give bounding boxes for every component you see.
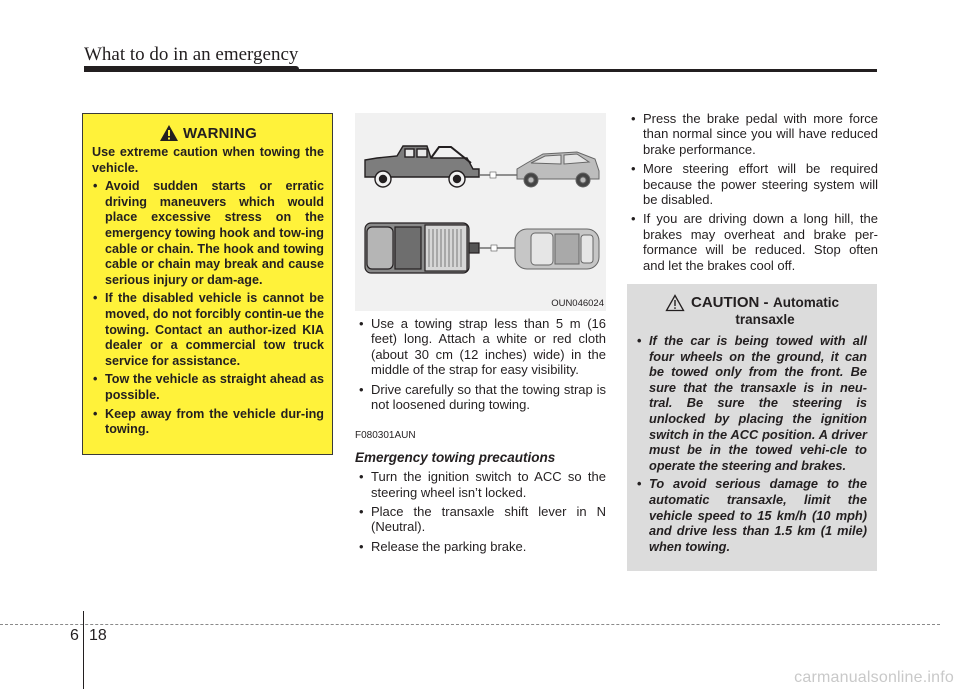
warning-heading xyxy=(92,124,324,142)
driving-tip-item: • Press the brake pedal with more force than normal since you will have reduced brake performance. xyxy=(627,111,878,157)
footer-rule xyxy=(0,624,940,625)
driving-tip-item: • If you are driving down a long hill, the brakes may overheat and brake per-formance will be reduced. Stop often and let the brakes cool off. xyxy=(627,211,878,273)
caution-title: CAUTION - xyxy=(691,294,769,311)
caution-item: • To avoid serious damage to the automatic transaxle, limit the vehicle speed to 15 km/h (10 mph) and drive less than 1.5 km (1 mile) when towing. xyxy=(637,476,867,554)
footer-divider xyxy=(83,611,84,689)
warning-title: WARNING xyxy=(183,124,257,142)
chapter-number: 6 xyxy=(70,627,79,644)
driving-tip-item: • More steering effort will be required because the power steering system will be disabled. xyxy=(627,161,878,207)
warning-intro: Use extreme caution when towing the vehicle. xyxy=(92,145,324,175)
right-column xyxy=(627,111,878,277)
strap-cloth-marker xyxy=(490,172,496,178)
strap-item: • Use a towing strap less than 5 m (16 feet) long. Attach a white or red cloth (about 30 cm (12 inches) wide) in the middle of the strap for easy visibility. xyxy=(355,316,606,378)
page-header-title: What to do in an emergency xyxy=(84,44,299,65)
warning-item: • Keep away from the vehicle dur-ing towing. xyxy=(92,407,324,438)
strap-list xyxy=(355,316,606,412)
section-heading: Emergency towing precautions xyxy=(355,449,556,465)
caution-item: • If the car is being towed with all four wheels on the ground, it can be towed only from the front. Be sure that the transaxle is in neu-tral. Be sure the steering is unlocked by placing the ignition switch in the ACC position. A driver must be in the towed vehi-cle to operate the steering and brakes. xyxy=(637,333,867,473)
strap-item: • Drive carefully so that the towing strap is not loosened during towing. xyxy=(355,382,606,413)
precaution-item: • Place the transaxle shift lever in N (Neutral). xyxy=(355,504,606,535)
precautions-list xyxy=(355,469,606,554)
watermark: carmanualsonline.info xyxy=(794,669,954,686)
caution-list xyxy=(637,333,867,554)
page-number: 18 xyxy=(89,627,107,644)
tow-truck-side-icon xyxy=(365,146,479,187)
warning-box xyxy=(82,113,333,455)
caution-box xyxy=(627,284,877,571)
middle-column xyxy=(355,316,606,558)
caution-triangle-icon xyxy=(665,294,685,312)
section-code: F080301AUN xyxy=(355,430,416,442)
precaution-item: • Turn the ignition switch to ACC so the steering wheel isn’t locked. xyxy=(355,469,606,500)
towed-car-side-icon xyxy=(517,152,599,187)
figure-code: OUN046024 xyxy=(551,298,604,309)
towed-car-top-icon xyxy=(515,229,599,269)
tow-truck-top-icon xyxy=(365,223,479,273)
warning-triangle-icon xyxy=(159,124,179,142)
warning-item: • Tow the vehicle as straight ahead as possible. xyxy=(92,372,324,403)
caution-subtitle-a: Automatic xyxy=(772,295,839,310)
warning-item: • If the disabled vehicle is cannot be moved, do not forcibly contin-ue the towing. Contact an author-ized KIA dealer or a commercial tow truck service for assistance. xyxy=(92,291,324,369)
tow-truck-and-car-illustration xyxy=(355,113,606,311)
towing-illustration xyxy=(355,113,606,311)
caution-subtitle-b: transaxle xyxy=(735,312,795,327)
driving-tips-list xyxy=(627,111,878,273)
header-rule xyxy=(84,69,877,72)
caution-heading xyxy=(637,294,867,327)
strap-cloth-marker-top xyxy=(491,245,497,251)
precaution-item: • Release the parking brake. xyxy=(355,539,606,554)
warning-item: • Avoid sudden starts or erratic driving maneuvers which would place excessive stress on the emergency towing hook and tow-ing cable or chain. The hook and towing cable or chain may break and cause serious injury or dam-age. xyxy=(92,179,324,288)
warning-list xyxy=(92,179,324,438)
